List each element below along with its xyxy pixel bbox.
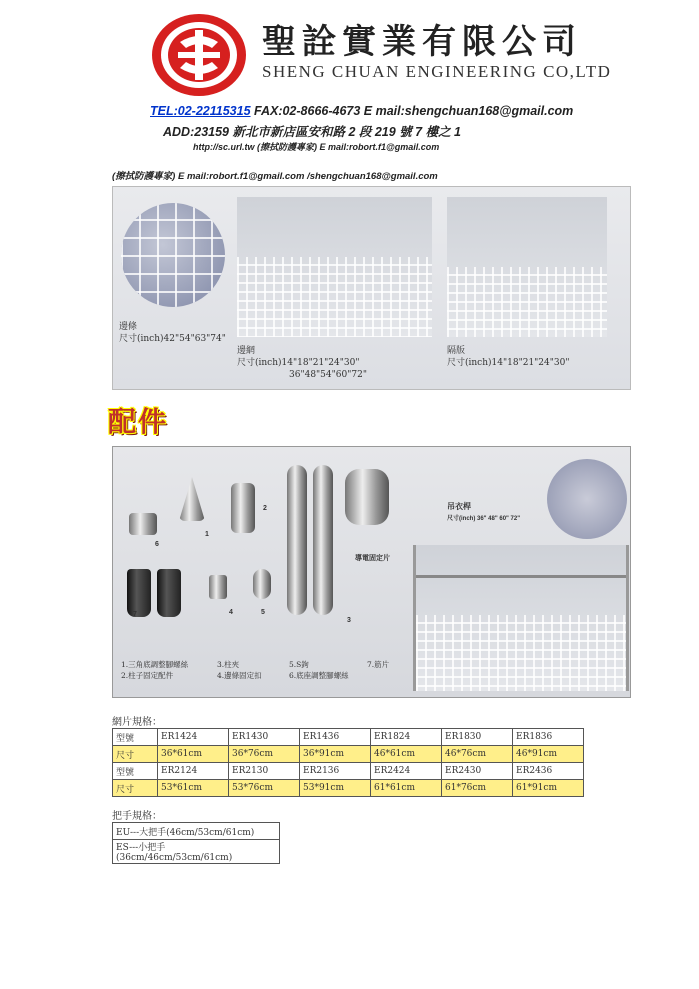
- hanger-size: 尺寸(inch) 36" 48" 60" 72": [447, 516, 521, 522]
- hanging-rack-photo: [413, 545, 629, 691]
- post-clamp-photo-b: [313, 465, 333, 615]
- table-row: EU---大把手(46cm/53cm/61cm): [113, 823, 280, 840]
- triangle-adjust-screw-photo: [179, 477, 205, 521]
- edge-clip-photo: [209, 575, 227, 599]
- hanger-closeup-photo: [547, 459, 627, 539]
- table-row: 尺寸 53*61cm 53*76cm 53*91cm 61*61cm 61*76cm 61*91cm: [113, 780, 584, 797]
- conductive-clip-photo: [345, 469, 389, 525]
- web-line: http://sc.url.tw (擦拭防護專家) E mail:robort.f1@gmail.com: [193, 142, 440, 152]
- accessories-title: 配件: [108, 405, 169, 438]
- parts-legend-col-2: 3.柱夾 4.邊條固定扣: [217, 660, 262, 680]
- table-row: 型號 ER1424 ER1430 ER1436 ER1824 ER1830 ER1836: [113, 729, 584, 746]
- divider-name: 隔版: [447, 346, 466, 356]
- parts-legend-col-3: 5.S鉤 6.底座調整腳螺絲: [289, 660, 349, 680]
- company-name-cn: 聖詮實業有限公司: [262, 22, 582, 62]
- divider-photo: [447, 197, 607, 337]
- company-logo: [150, 12, 248, 98]
- part-number-2: 2: [263, 505, 267, 512]
- mesh-spec-table: [112, 728, 584, 797]
- edge-net-size: 尺寸(inch)14"18"21"24"30": [237, 358, 360, 368]
- mesh-spec-label: 網片規格：: [112, 717, 162, 728]
- divider-size: 尺寸(inch)14"18"21"24"30": [447, 358, 570, 368]
- hanger-name: 吊衣桿: [447, 502, 471, 511]
- rib-piece-photo-b: [157, 569, 181, 617]
- table-row: 型號 ER2124 ER2130 ER2136 ER2424 ER2430 ER2436: [113, 763, 584, 780]
- rib-piece-photo-a: [127, 569, 151, 617]
- part-number-4: 4: [229, 609, 233, 616]
- edge-bar-name: 邊條: [119, 322, 138, 332]
- address-line: ADD:23159 新北市新店區安和路 2 段 219 號 7 樓之 1: [163, 125, 461, 139]
- part-number-1: 1: [205, 531, 209, 538]
- conductive-clip-label: 導電固定片: [355, 555, 390, 562]
- fax-mail: FAX:02-8666-4673 E mail:shengchuan168@gmail.com: [250, 104, 574, 118]
- table-row: ES---小把手(36cm/46cm/53cm/61cm): [113, 840, 280, 864]
- parts-photo-panel: [112, 446, 631, 698]
- parts-legend-col-4: 7.筋片: [367, 660, 390, 669]
- part-number-6: 6: [155, 541, 159, 548]
- shelf-accessory-photo-panel: [112, 186, 631, 390]
- edge-net-size-2: 36"48"54"60"72": [289, 370, 367, 380]
- table-row: 尺寸 36*61cm 36*76cm 36*91cm 46*61cm 46*76cm 46*91cm: [113, 746, 584, 763]
- s-hook-photo: [253, 569, 271, 599]
- edge-bar-closeup-photo: [121, 203, 225, 307]
- handle-spec-table: [112, 822, 280, 864]
- sub-contact-line: (擦拭防護專家) E mail:robort.f1@gmail.com /shengchuan168@gmail.com: [112, 171, 438, 182]
- contact-line-1: [150, 104, 573, 118]
- part-number-3: 3: [347, 617, 351, 624]
- parts-legend-col-1: 1.三角底調整腳螺絲 2.柱子固定配件: [121, 660, 189, 680]
- base-adjust-screw-photo: [129, 513, 157, 535]
- company-name-en: SHENG CHUAN ENGINEERING CO,LTD: [262, 62, 612, 81]
- edge-net-name: 邊網: [237, 346, 256, 356]
- edge-bar-size: 尺寸(inch)42"54"63"74": [119, 334, 226, 344]
- part-number-7: 7: [133, 611, 137, 618]
- edge-net-photo: [237, 197, 432, 337]
- handle-spec-label: 把手規格：: [112, 811, 162, 822]
- tel-link[interactable]: TEL:02-22115315: [150, 104, 251, 118]
- post-clamp-photo-a: [287, 465, 307, 615]
- part-number-5: 5: [261, 609, 265, 616]
- post-fix-part-photo: [231, 483, 255, 533]
